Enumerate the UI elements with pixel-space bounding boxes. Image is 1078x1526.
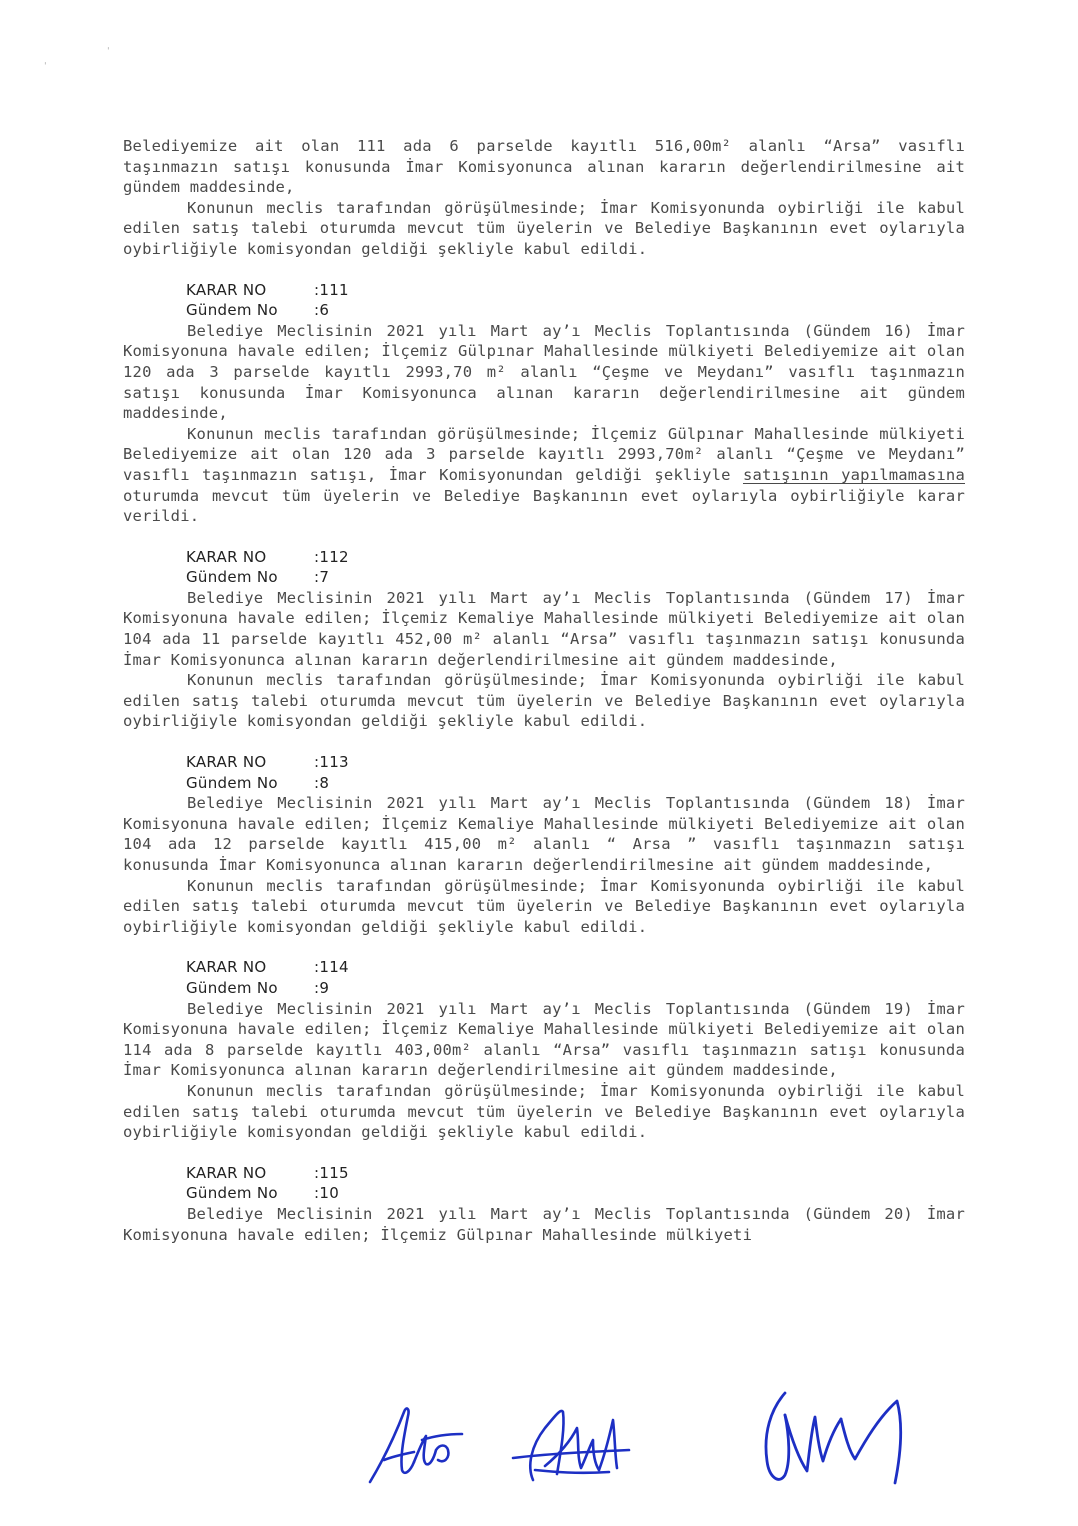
decision-resolution-paragraph: Konunun meclis tarafından görüşülmesinde; İmar Komisyonunda oybirliği ile kabul edilen satış talebi oturumda mevcut tüm üyelerin ve Belediye Başkanının evet oylarıyla oybirliğiyle komisyondan geldiği şekliyle kabul edildi. [123, 876, 965, 936]
karar-no-label: KARAR NO [186, 1163, 267, 1182]
scan-mark: ˈ [107, 47, 110, 57]
decision-resolution-paragraph [123, 424, 965, 527]
gundem-no-value: :9 [314, 978, 330, 997]
decision-resolution-paragraph: Konunun meclis tarafından görüşülmesinde; İmar Komisyonunda oybirliği ile kabul edilen satış talebi oturumda mevcut tüm üyelerin ve Belediye Başkanının evet oylarıyla oybirliğiyle komisyondan geldiği şekliyle kabul edildi. [123, 1081, 965, 1142]
karar-no-value: :111 [314, 280, 349, 299]
gundem-no-line [186, 1183, 965, 1204]
scan-mark: ˈ [44, 62, 47, 72]
karar-no-line [186, 280, 965, 301]
gundem-no-label: Gündem No [186, 978, 278, 997]
decision-agenda-paragraph: Belediye Meclisinin 2021 yılı Mart ay’ı Meclis Toplantısında (Gündem 16) İmar Komisyonuna havale edilen; İlçemiz Gülpınar Mahallesinde mülkiyeti Belediyemize ait olan 120 ada 3 parselde kayıtlı 2993,70 m² alanlı “Çeşme ve Meydanı” vasıflı taşınmazın satışı konusunda İmar Komisyonunca alınan kararın değerlendirilmesine ait gündem maddesinde, [123, 321, 965, 423]
document-body [123, 136, 965, 1245]
gundem-no-line [186, 773, 965, 794]
decision-agenda-paragraph: Belediye Meclisinin 2021 yılı Mart ay’ı Meclis Toplantısında (Gündem 17) İmar Komisyonuna havale edilen; İlçemiz Kemaliye Mahallesinde mülkiyeti Belediyemize ait olan 104 ada 11 parselde kayıtlı 452,00 m² alanlı “Arsa” vasıflı taşınmazın satışı konusunda İmar Komisyonunca alınan kararın değerlendirilmesine ait gündem maddesinde, [123, 588, 965, 669]
decision-block [123, 280, 965, 527]
karar-no-line [186, 957, 965, 978]
karar-no-label: KARAR NO [186, 547, 267, 566]
decision-block [123, 752, 965, 937]
gundem-no-label: Gündem No [186, 1184, 278, 1203]
gundem-no-value: :10 [314, 1184, 340, 1203]
decision-agenda-paragraph: Belediye Meclisinin 2021 yılı Mart ay’ı Meclis Toplantısında (Gündem 19) İmar Komisyonuna havale edilen; İlçemiz Kemaliye Mahallesinde mülkiyeti Belediyemize ait olan 114 ada 8 parselde kayıtlı 403,00m² alanlı “Arsa” vasıflı taşınmazın satışı konusunda İmar Komisyonunca alınan kararın değerlendirilmesine ait gündem maddesinde, [123, 999, 965, 1080]
gundem-no-label: Gündem No [186, 773, 278, 792]
decision-resolution-paragraph: Konunun meclis tarafından görüşülmesinde; İmar Komisyonunda oybirliği ile kabul edilen satış talebi oturumda mevcut tüm üyelerin ve Belediye Başkanının evet oylarıyla oybirliğiyle komisyondan geldiği şekliyle kabul edildi. [123, 671, 965, 731]
karar-no-line [186, 547, 965, 568]
decision-agenda-paragraph: Belediye Meclisinin 2021 yılı Mart ay’ı Meclis Toplantısında (Gündem 20) İmar Komisyonuna havale edilen; İlçemiz Gülpınar Mahallesinde mülkiyeti [123, 1204, 965, 1244]
karar-no-label: KARAR NO [186, 753, 267, 772]
decision-agenda-paragraph: Belediye Meclisinin 2021 yılı Mart ay’ı Meclis Toplantısında (Gündem 18) İmar Komisyonuna havale edilen; İlçemiz Kemaliye Mahallesinde mülkiyeti Belediyemize ait olan 104 ada 12 parselde kayıtlı 415,00 m² alanlı “ Arsa ” vasıflı taşınmazın satışı konusunda İmar Komisyonunca alınan kararın değerlendirilmesine ait gündem maddesinde, [123, 794, 965, 874]
decision-block [123, 1163, 965, 1245]
decision-block [123, 957, 965, 1142]
gundem-no-value: :6 [314, 301, 330, 320]
decision-block [123, 547, 965, 732]
gundem-no-label: Gündem No [186, 568, 278, 587]
karar-no-line [186, 1163, 965, 1184]
karar-no-label: KARAR NO [186, 958, 267, 977]
gundem-no-value: :7 [314, 568, 330, 587]
karar-no-value: :115 [314, 1163, 349, 1182]
gundem-no-line [186, 567, 965, 588]
gundem-no-label: Gündem No [186, 301, 278, 320]
karar-no-value: :113 [314, 753, 349, 772]
karar-no-value: :112 [314, 547, 349, 566]
signature-2 [505, 1398, 635, 1490]
intro-paragraph: Belediyemize ait olan 111 ada 6 parselde kayıtlı 516,00m² alanlı “Arsa” vasıflı taşınmazın satışı konusunda İmar Komisyonunca alınan kararın değerlendirilmesine ait gündem maddesinde, [123, 137, 965, 197]
gundem-no-line [186, 300, 965, 321]
resolution-text: Konunun meclis tarafından görüşülmesinde; İlçemiz Gülpınar Mahallesinde mülkiyeti Belediyemize ait olan 120 ada 3 parselde kayıtlı 2993,70m² alanlı “Çeşme ve Meydanı” vasıflı taşınmazın satışı, İmar Komisyonundan geldiği şekliyle [123, 424, 965, 484]
karar-no-label: KARAR NO [186, 280, 267, 299]
gundem-no-line [186, 978, 965, 999]
signature-3 [755, 1375, 915, 1495]
karar-no-line [186, 752, 965, 773]
gundem-no-value: :8 [314, 773, 330, 792]
intro-resolution-paragraph: Konunun meclis tarafından görüşülmesinde; İmar Komisyonunda oybirliği ile kabul edilen satış talebi oturumda mevcut tüm üyelerin ve Belediye Başkanının evet oylarıyla oybirliğiyle komisyondan geldiği şekliyle kabul edildi. [123, 198, 965, 258]
resolution-text: oturumda mevcut tüm üyelerin ve Belediye Başkanının evet oylarıyla oybirliğiyle karar verildi. [123, 486, 965, 526]
signature-1 [360, 1400, 470, 1490]
underlined-resolution-text: satışının yapılmamasına [742, 465, 965, 484]
karar-no-value: :114 [314, 958, 349, 977]
